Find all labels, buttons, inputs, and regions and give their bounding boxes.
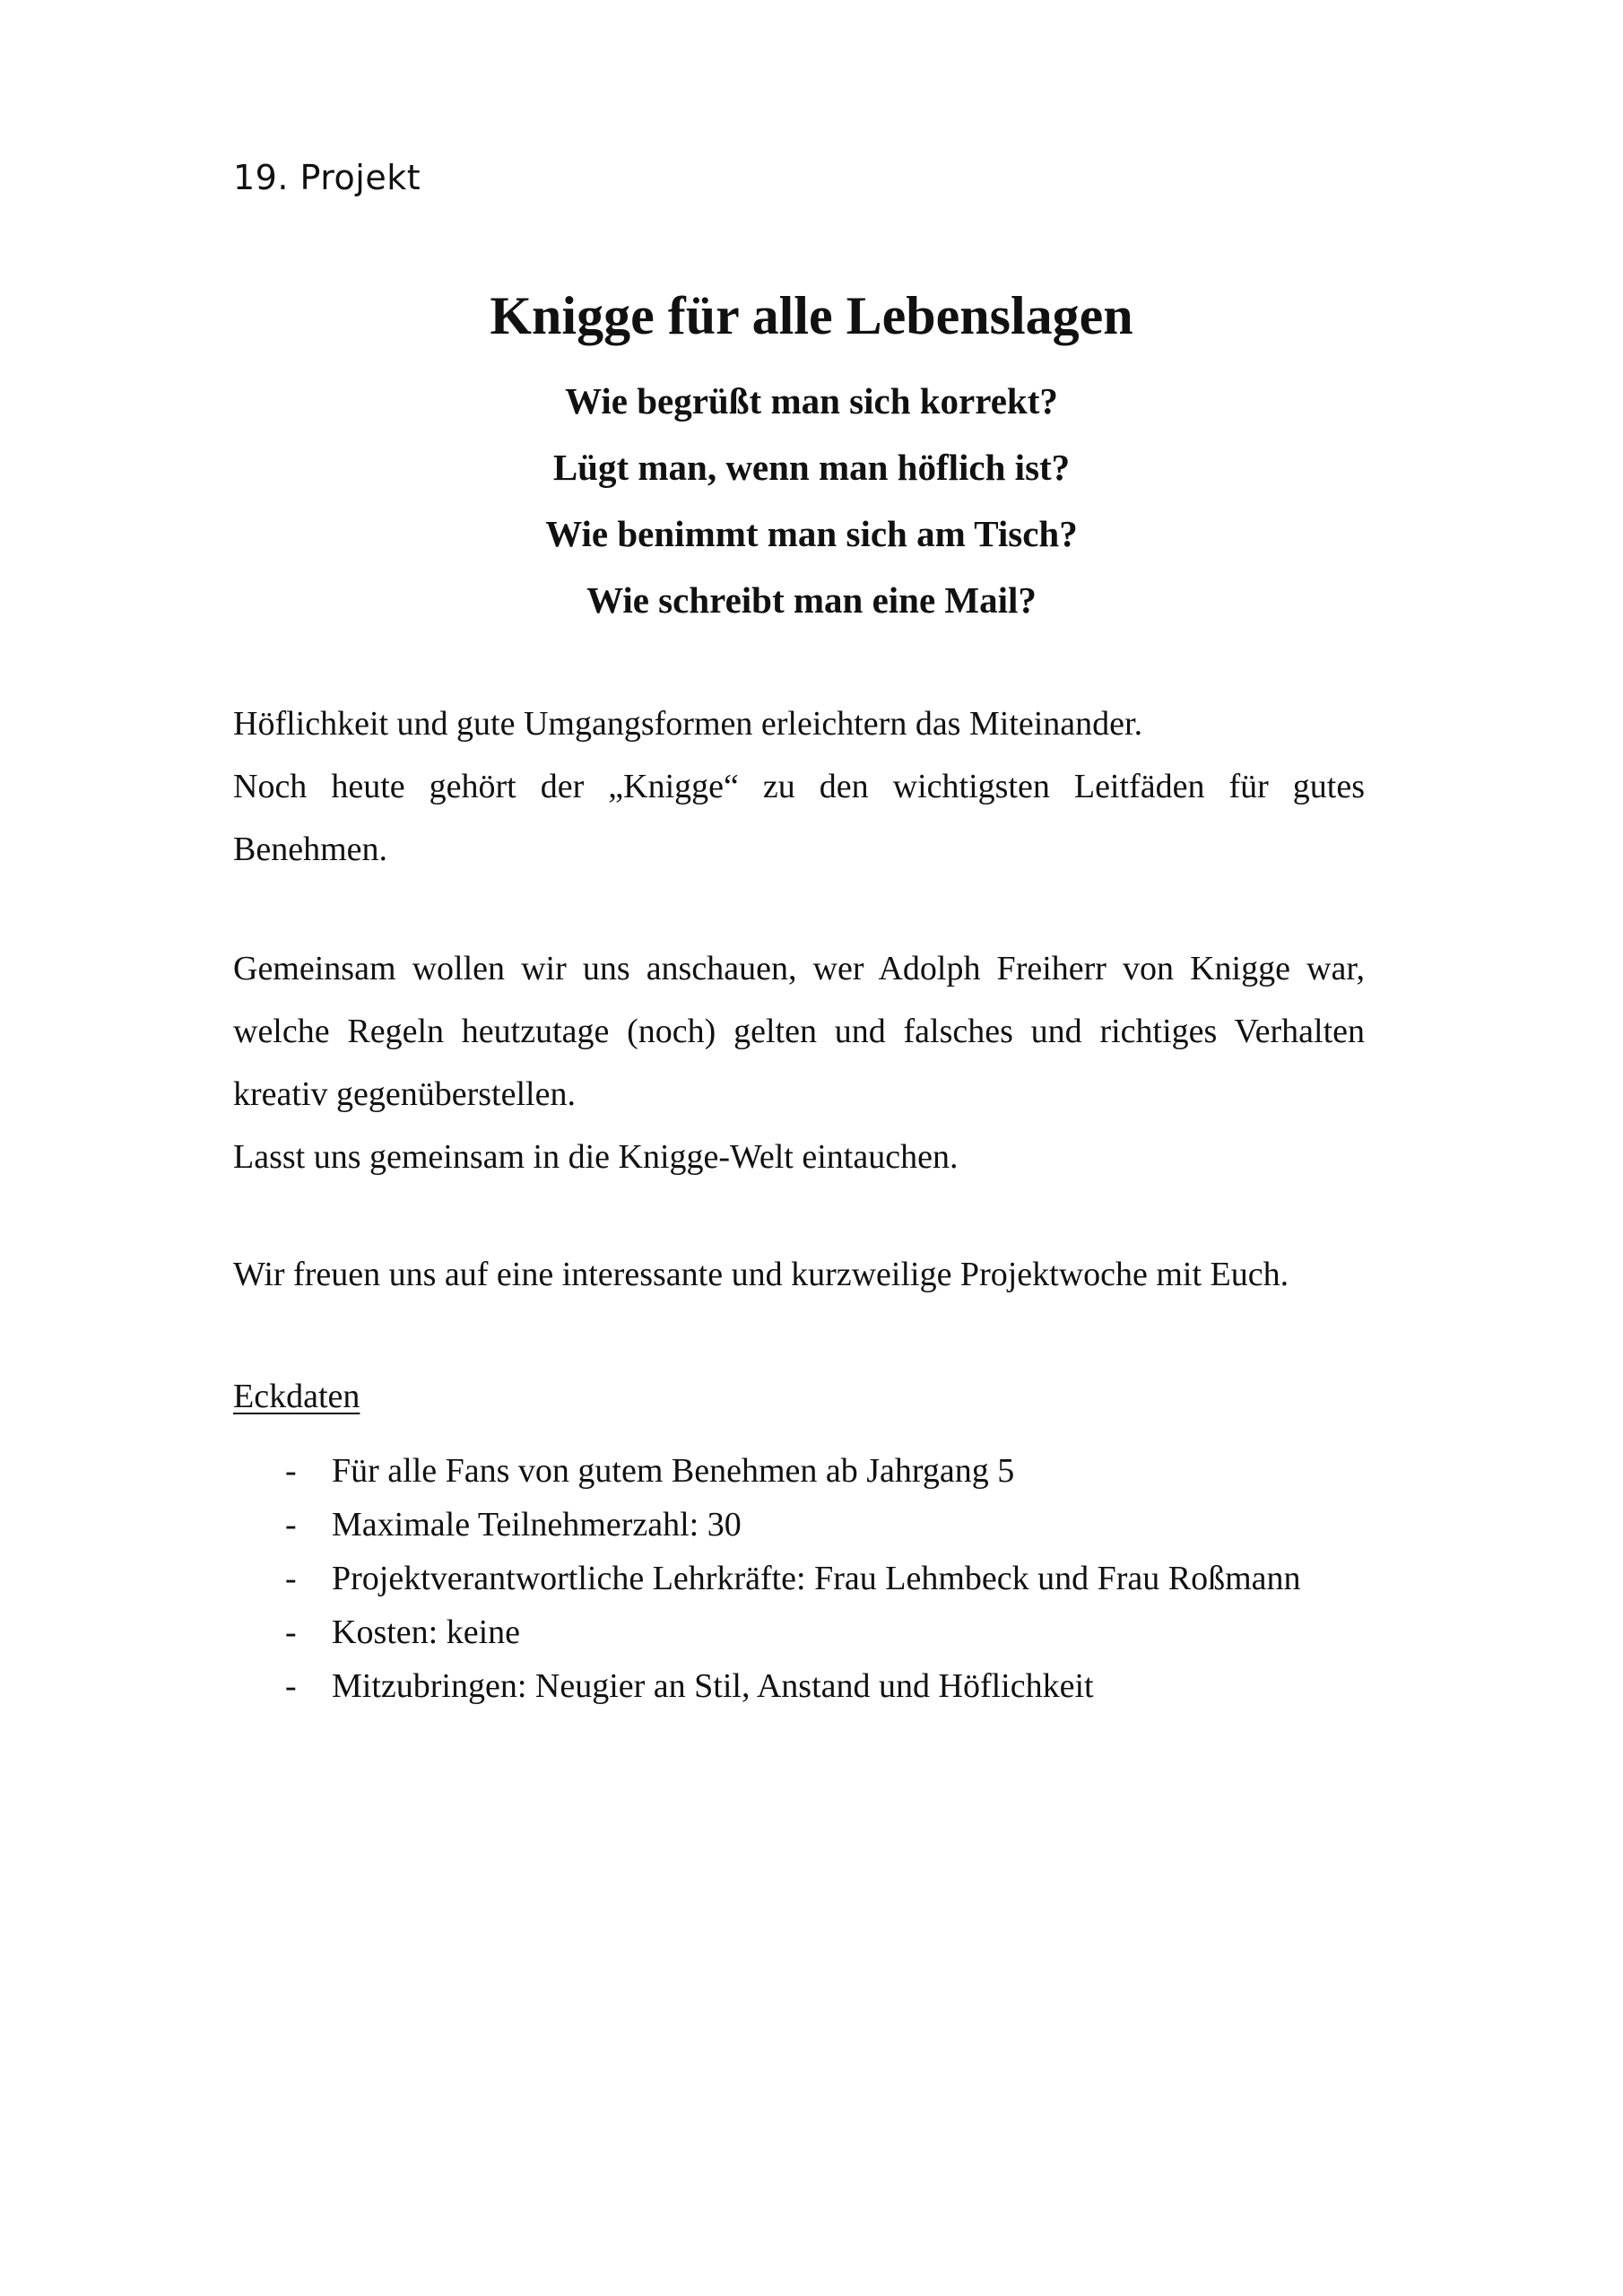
question-4: Wie schreibt man eine Mail?: [586, 579, 1037, 621]
eckdaten-item-text: Maximale Teilnehmerzahl: 30: [332, 1506, 742, 1544]
closing-paragraph-block: [233, 1243, 1365, 1306]
eckdaten-item-text: Projektverantwortliche Lehrkräfte: Frau Lehmbeck und Frau Roßmann: [332, 1560, 1301, 1597]
intro-paragraph-block: [233, 692, 1365, 881]
intro-paragraph-2: Noch heute gehört der „Knigge“ zu den wichtigsten Leitfäden für gutes Benehmen.: [233, 768, 1365, 868]
question-3: Wie benimmt man sich am Tisch?: [545, 513, 1078, 554]
closing-paragraph: Wir freuen uns auf eine interessante und kurzweilige Projektwoche mit Euch.: [233, 1256, 1289, 1293]
question-2: Lügt man, wenn man höflich ist?: [552, 447, 1071, 488]
eckdaten-item-text: Mitzubringen: Neugier an Stil, Anstand und Höflichkeit: [332, 1667, 1094, 1705]
dash-bullet-icon: -: [285, 1506, 297, 1544]
document-title: Knigge für alle Lebenslagen: [490, 286, 1133, 345]
eckdaten-item-text: Für alle Fans von gutem Benehmen ab Jahrgang 5: [332, 1452, 1015, 1490]
question-1: Wie begrüßt man sich korrekt?: [565, 380, 1058, 422]
dash-bullet-icon: -: [285, 1667, 297, 1705]
main-paragraph-1: Gemeinsam wollen wir uns anschauen, wer Adolph Freiherr von Knigge war, welche Regeln heutzutage (noch) gelten und falsches und richtiges Verhalten kreativ gegenüberstellen.: [233, 950, 1365, 1113]
dash-bullet-icon: -: [285, 1613, 297, 1651]
project-label: 19. Projekt: [233, 158, 421, 197]
main-paragraph-block: [233, 937, 1365, 1188]
question-list: [0, 368, 1623, 633]
intro-paragraph-1: Höflichkeit und gute Umgangsformen erleichtern das Miteinander.: [233, 705, 1143, 743]
main-paragraph-2: Lasst uns gemeinsam in die Knigge-Welt eintauchen.: [233, 1138, 959, 1176]
eckdaten-item-text: Kosten: keine: [332, 1613, 521, 1651]
eckdaten-heading: Eckdaten: [233, 1378, 360, 1415]
dash-bullet-icon: -: [285, 1452, 297, 1490]
dash-bullet-icon: -: [285, 1560, 297, 1597]
